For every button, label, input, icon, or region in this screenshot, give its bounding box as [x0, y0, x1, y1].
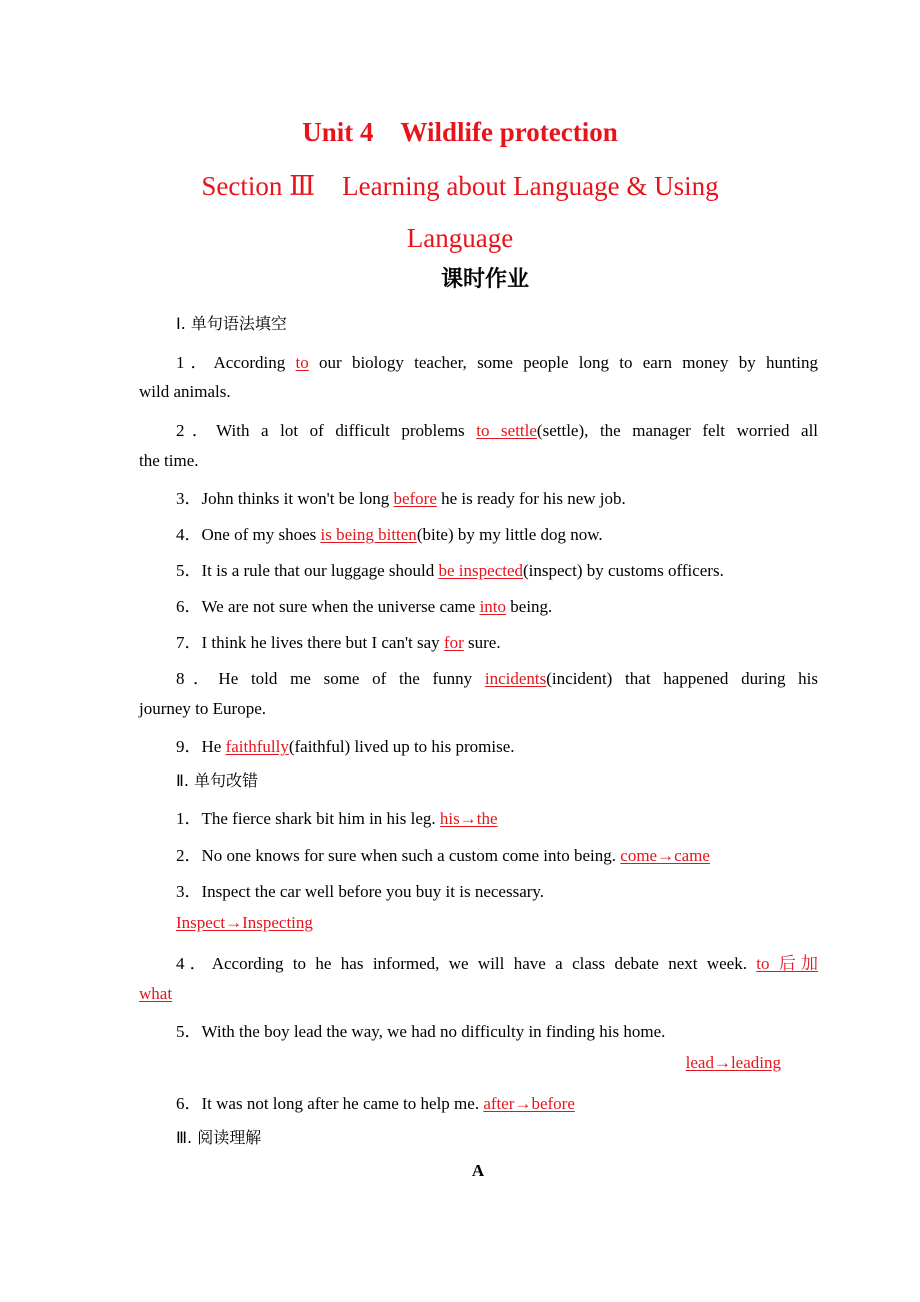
part1-item-7: 7．I think he lives there but I can't say for sure. — [176, 633, 501, 652]
part1-heading: Ⅰ. 单句语法填空 — [176, 314, 287, 333]
part1-item-1: 1．According to our biology teacher, some people long to earn money by hunting — [176, 353, 818, 372]
section-title-line-2: Language — [406, 223, 514, 253]
part1-item-2: 2．With a lot of difficult problems to settle(settle), the manager felt worried all — [176, 421, 819, 440]
answer: faithfully — [225, 737, 289, 756]
part2-item-3: 3．Inspect the car well before you buy it is necessary. — [176, 882, 545, 901]
part2-item-5: 5．With the boy lead the way, we had no difficulty in finding his home. — [176, 1022, 666, 1041]
passage-label: A — [471, 1161, 485, 1180]
answer: is being bitten — [320, 525, 417, 544]
part1-item-8-cont: journey to Europe. — [139, 699, 266, 718]
section-title-line-1: Section Ⅲ Learning about Language & Using — [201, 171, 719, 201]
part2-item-6: 6．It was not long after he came to help me. after→before — [176, 1094, 575, 1113]
answer: before — [393, 489, 437, 508]
answer: to settle — [476, 421, 537, 440]
part1-item-1-cont: wild animals. — [139, 382, 231, 401]
part2-item-4: 4．According to he has informed, we will have a class debate next week. to 后加 — [176, 954, 818, 973]
part1-item-8: 8．He told me some of the funny incidents(incident) that happened during his — [176, 669, 819, 688]
part1-item-3: 3．John thinks it won't be long before he is ready for his new job. — [176, 489, 626, 508]
homework-title: 课时作业 — [440, 267, 529, 292]
part2-item-3-answer — [139, 913, 818, 933]
section-title — [140, 160, 780, 264]
part3-heading: Ⅲ. 阅读理解 — [176, 1128, 262, 1147]
answer: what — [139, 984, 173, 1003]
part2-item-2: 2．No one knows for sure when such a custom come into being. come→came — [176, 846, 710, 865]
answer: lead→leading — [685, 1053, 781, 1072]
unit-title: Unit 4 Wildlife protection — [302, 117, 618, 147]
answer: after→before — [483, 1094, 575, 1113]
answer: to — [295, 353, 309, 372]
answer: to 后加 — [756, 954, 818, 973]
answer: incidents — [484, 669, 547, 688]
part1-item-6: 6．We are not sure when the universe came into being. — [176, 597, 553, 616]
part2-item-4-cont — [139, 984, 781, 1004]
answer: be inspected — [438, 561, 524, 580]
answer: Inspect→Inspecting — [176, 913, 313, 932]
answer: into — [479, 597, 507, 616]
answer: for — [443, 633, 464, 652]
answer: come→came — [620, 846, 710, 865]
part1-item-2-cont: the time. — [139, 451, 199, 470]
part2-heading: Ⅱ. 单句改错 — [176, 771, 259, 790]
part2-item-1: 1．The fierce shark bit him in his leg. his→the — [176, 809, 498, 828]
part1-item-9: 9．He faithfully(faithful) lived up to his promise. — [176, 737, 515, 756]
part1-item-5: 5．It is a rule that our luggage should be inspected(inspect) by customs officers. — [176, 561, 724, 580]
part1-item-4: 4．One of my shoes is being bitten(bite) by my little dog now. — [176, 525, 603, 544]
part2-item-5-answer — [139, 1053, 781, 1073]
answer: his→the — [439, 809, 498, 828]
